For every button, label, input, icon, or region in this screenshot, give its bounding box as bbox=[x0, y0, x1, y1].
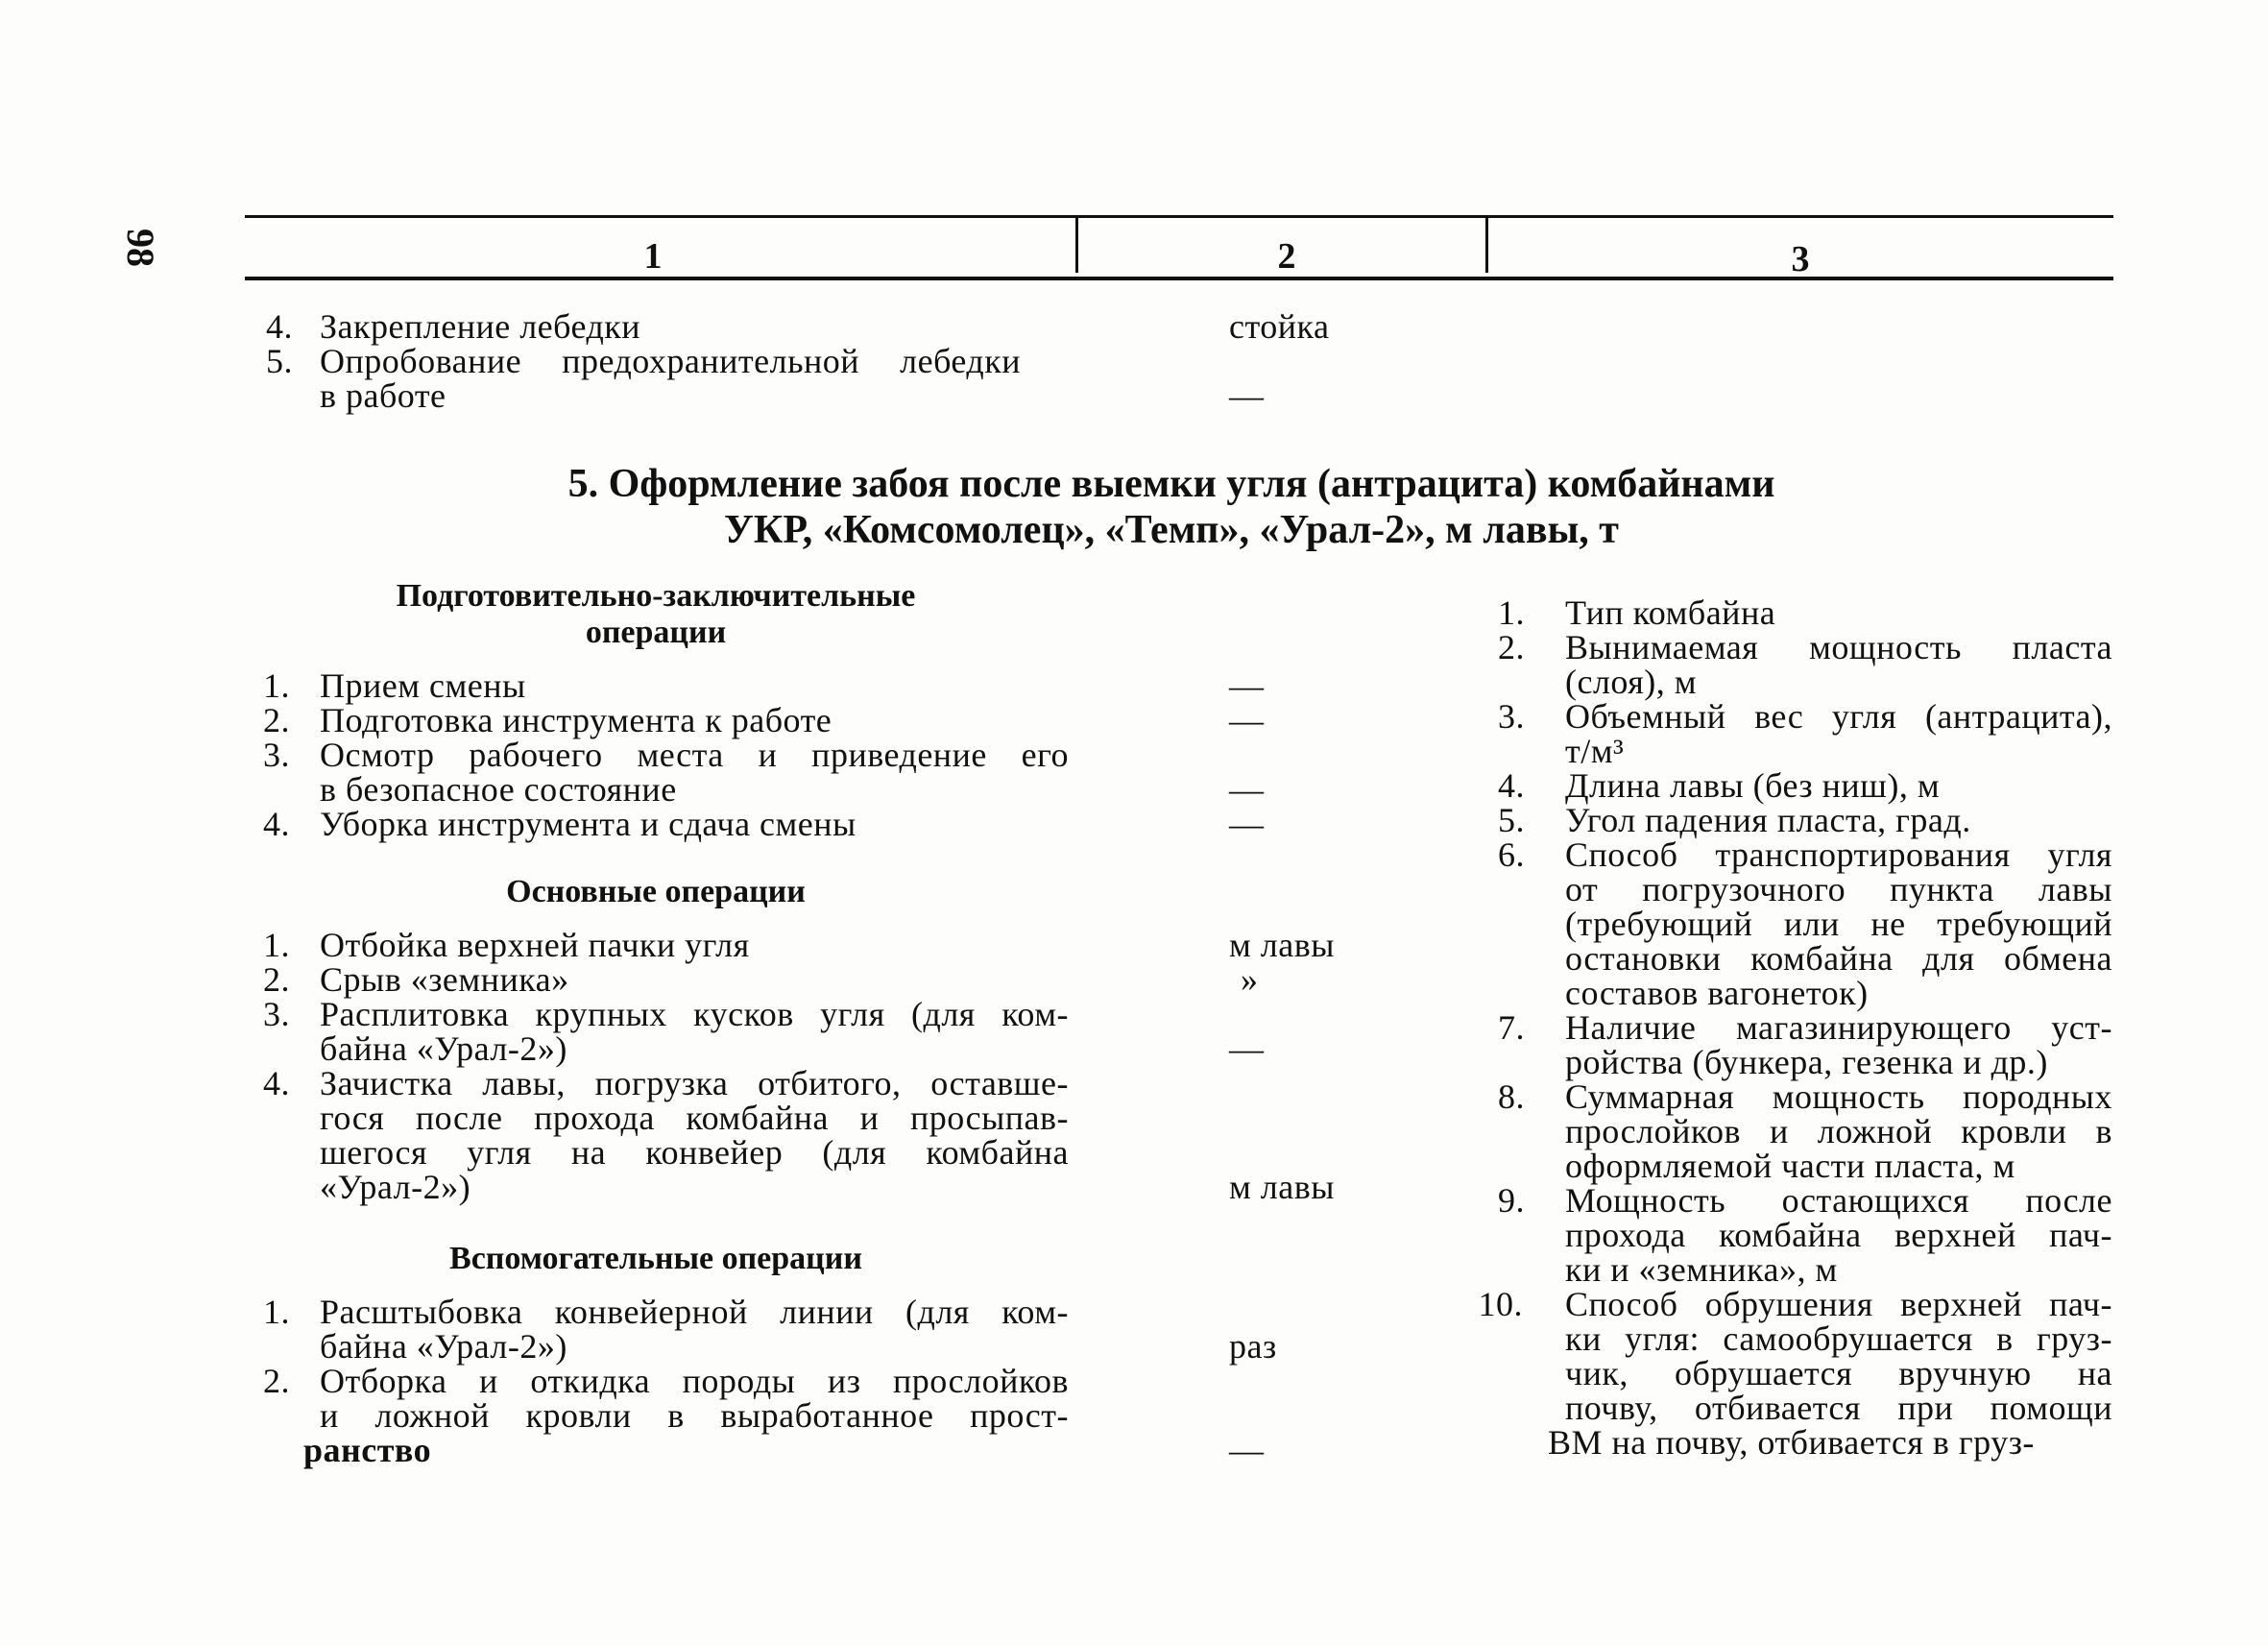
group-title-aux: Вспомогательные операции bbox=[449, 1241, 862, 1276]
item-number: 3. bbox=[263, 736, 290, 774]
section-title-line1: 5. Оформление забоя после выемки угля (антрацита) комбайнами bbox=[567, 462, 1775, 506]
factor-text-cont: оформляемой части пласта, м bbox=[1565, 1147, 2015, 1185]
factor-text: Объемный вес угля (антрацита), bbox=[1565, 697, 2112, 736]
row-number: 4. bbox=[266, 307, 293, 346]
factor-number: 4. bbox=[1498, 766, 1525, 805]
header-top-rule bbox=[245, 215, 2113, 218]
item-text-cont: гося после прохода комбайна и просыпав- bbox=[320, 1099, 1069, 1137]
item-unit: — bbox=[1229, 701, 1265, 739]
item-text: Подготовка инструмента к работе bbox=[320, 701, 832, 739]
group-title-main: Основные операции bbox=[506, 874, 806, 909]
item-unit: м лавы bbox=[1229, 926, 1335, 964]
factor-number: 3. bbox=[1498, 697, 1525, 736]
factor-number: 7. bbox=[1498, 1008, 1525, 1047]
factor-text: Мощность остающихся после bbox=[1565, 1181, 2112, 1220]
item-text: Отборка и откидка породы из прослойков bbox=[320, 1362, 1069, 1400]
item-text: Расплитовка крупных кусков угля (для ком- bbox=[320, 995, 1069, 1033]
item-text-cont: байна «Урал-2») bbox=[320, 1327, 567, 1366]
factor-text-cont: от погрузочного пункта лавы bbox=[1565, 870, 2112, 908]
factor-text-cont: ки угля: самообрушается в груз- bbox=[1565, 1319, 2112, 1358]
item-text: Срыв «земника» bbox=[320, 960, 569, 999]
item-text: Осмотр рабочего места и приведение его bbox=[320, 736, 1069, 774]
factor-text: Способ транспортирования угля bbox=[1565, 835, 2112, 874]
factor-text-cont: ки и «земника», м bbox=[1565, 1250, 1838, 1289]
item-unit: — bbox=[1229, 805, 1265, 843]
item-unit: — bbox=[1229, 1029, 1265, 1068]
item-unit: — bbox=[1229, 1431, 1265, 1469]
item-text-cont: байна «Урал-2») bbox=[320, 1029, 567, 1068]
item-text-cont: шегося угля на конвейер (для комбайна bbox=[320, 1133, 1069, 1172]
section-title-line2: УКР, «Комсомолец», «Темп», «Урал-2», м лавы, т bbox=[724, 508, 1619, 552]
row-unit: — bbox=[1229, 376, 1265, 415]
item-unit: — bbox=[1229, 666, 1265, 705]
item-number: 2. bbox=[263, 701, 290, 739]
item-number: 4. bbox=[263, 1064, 290, 1102]
header-divider-1 bbox=[1075, 215, 1078, 273]
item-text-cont: в безопасное состояние bbox=[320, 770, 677, 809]
item-number: 1. bbox=[263, 1293, 290, 1331]
factor-number: 6. bbox=[1498, 835, 1525, 874]
factor-text: Суммарная мощность породных bbox=[1565, 1077, 2112, 1116]
item-unit: » bbox=[1241, 960, 1259, 999]
col-header-1: 1 bbox=[643, 236, 663, 277]
factor-number: 10. bbox=[1478, 1285, 1523, 1323]
item-unit: — bbox=[1229, 770, 1265, 809]
factor-text: Угол падения пласта, град. bbox=[1565, 801, 1971, 839]
factor-text-cont: почву, отбивается при помощи bbox=[1565, 1389, 2112, 1427]
factor-text-cont: прохода комбайна верхней пач- bbox=[1565, 1216, 2112, 1254]
item-number: 1. bbox=[263, 926, 290, 964]
col-header-3: 3 bbox=[1791, 239, 1810, 279]
row-unit: стойка bbox=[1229, 307, 1330, 346]
factor-text-cont: ройства (бункера, гезенка и др.) bbox=[1565, 1043, 2048, 1081]
item-number: 1. bbox=[263, 666, 290, 705]
item-unit: раз bbox=[1229, 1327, 1277, 1366]
item-number: 3. bbox=[263, 995, 290, 1033]
item-text-cont: «Урал-2») bbox=[320, 1168, 471, 1206]
factor-number: 8. bbox=[1498, 1077, 1525, 1116]
factor-number: 5. bbox=[1498, 801, 1525, 839]
factor-text: Тип комбайна bbox=[1565, 593, 1776, 632]
item-number: 2. bbox=[263, 1362, 290, 1400]
item-text: Прием смены bbox=[320, 666, 526, 705]
factor-text-cont: т/м³ bbox=[1565, 732, 1625, 770]
factor-text-cont: чик, обрушается вручную на bbox=[1565, 1354, 2112, 1392]
group-title-prep: Подготовительно-заключительные bbox=[396, 578, 916, 614]
item-unit: м лавы bbox=[1229, 1168, 1335, 1206]
factor-text-cont: прослойков и ложной кровли в bbox=[1565, 1112, 2112, 1150]
factor-number: 1. bbox=[1498, 593, 1525, 632]
page-number: 98 bbox=[119, 229, 162, 267]
row-text: Опробование предохранительной лебедки bbox=[320, 342, 1021, 380]
factor-text-cont: составов вагонеток) bbox=[1565, 974, 1869, 1012]
row-text: Закрепление лебедки bbox=[320, 307, 641, 346]
factor-text-cont: ВМ на почву, отбивается в груз- bbox=[1548, 1423, 2035, 1462]
item-text: Уборка инструмента и сдача смены bbox=[320, 805, 857, 843]
factor-text: Наличие магазинирующего уст- bbox=[1565, 1008, 2112, 1047]
item-text-cont: и ложной кровли в выработанное прост- bbox=[320, 1396, 1069, 1435]
item-text: Зачистка лавы, погрузка отбитого, оставше- bbox=[320, 1064, 1069, 1102]
row-text-cont: в работе bbox=[320, 376, 446, 415]
factor-text-cont: (требующий или не требующий bbox=[1565, 905, 2112, 943]
factor-number: 2. bbox=[1498, 628, 1525, 666]
item-number: 4. bbox=[263, 805, 290, 843]
header-divider-2 bbox=[1485, 215, 1488, 273]
factor-text: Способ обрушения верхней пач- bbox=[1565, 1285, 2112, 1323]
factor-number: 9. bbox=[1498, 1181, 1525, 1220]
factor-text-cont: остановки комбайна для обмена bbox=[1565, 939, 2112, 978]
factor-text-cont: (слоя), м bbox=[1565, 663, 1698, 701]
item-number: 2. bbox=[263, 960, 290, 999]
col-header-2: 2 bbox=[1277, 236, 1296, 277]
group-title-prep-cont: операции bbox=[585, 615, 727, 650]
factor-text: Длина лавы (без ниш), м bbox=[1565, 766, 1941, 805]
item-text-cont: ранство bbox=[303, 1431, 432, 1469]
factor-text: Вынимаемая мощность пласта bbox=[1565, 628, 2112, 666]
item-text: Расштыбовка конвейерной линии (для ком- bbox=[320, 1293, 1069, 1331]
row-number: 5. bbox=[266, 342, 293, 380]
item-text: Отбойка верхней пачки угля bbox=[320, 926, 750, 964]
